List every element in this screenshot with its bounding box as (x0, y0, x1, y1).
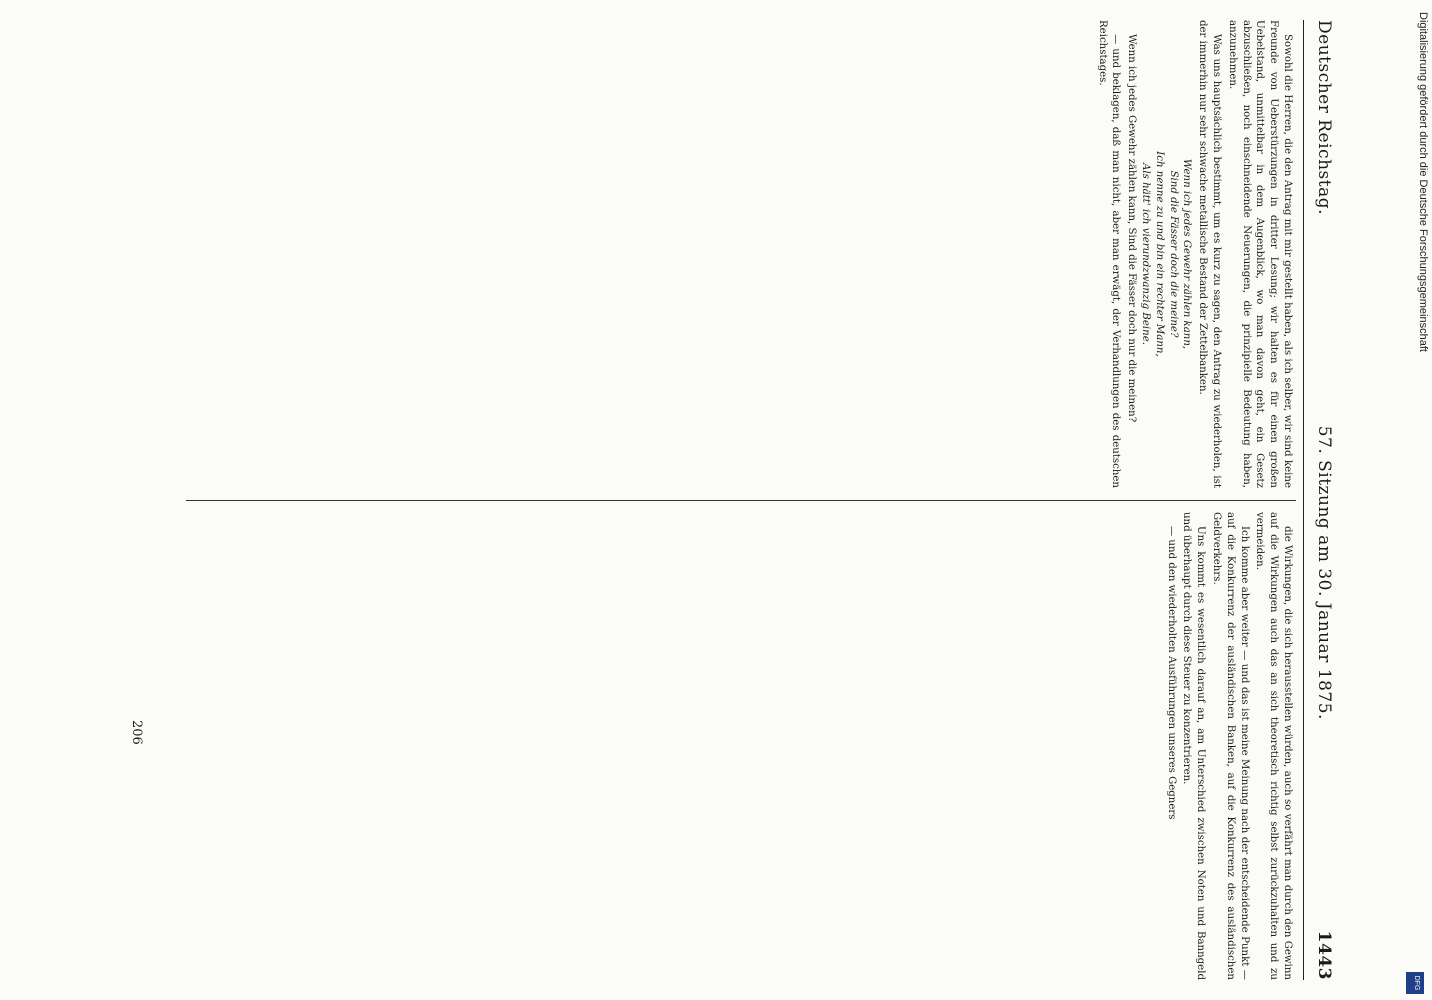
verse-line: Sind die Fässer doch die meine? (1167, 170, 1179, 338)
right-column (154, 512, 1294, 980)
right-paragraph: — und den wiederholten Ausführungen unseres Gegners (1165, 526, 1177, 820)
header-page-number: 1443 (1314, 930, 1334, 980)
left-column (154, 20, 1294, 488)
column-divider (186, 500, 1296, 501)
header-rule (1303, 20, 1304, 980)
right-paragraph: Ich komme aber weiter — und das ist meine Meinung nach der entscheidende Punkt — auf die Konkurrenz der ausländischen Banken, auf die Konkurrenz des ausländischen Geldverkehrs. (1211, 512, 1250, 980)
digitization-credit (1400, 4, 1430, 996)
header-publication: Deutscher Reichstag. (1314, 20, 1334, 215)
right-paragraph: Uns kommt es wesentlich darauf an, am Unterschied zwischen Noten und Banngeld und überhaupt durch diese Steuer zu konzentrieren. (1181, 512, 1207, 980)
left-closing: — und beklagen, daß man nicht, aber man erwägt, der Verhandlungen des deutschen Reichstages. (1096, 20, 1122, 488)
left-paragraph: Sowohl die Herren, die den Antrag mit mir gestellt haben, als ich selber, wir sind keine Freunde von Ueberstürzungen in dritter Lesung; wir halten es für einen großen Uebelstand, unmittelbar in dem Augenblick, wo man davon geht, ein Gesetz abzuschließen, noch einschneidende Neuerungen, die prinzipielle Bedeutung haben, anzunehmen. (1226, 20, 1293, 488)
verse-line: Wenn ich jedes Gewehr zählen kann, (1181, 158, 1193, 350)
left-paragraph: Wenn ich jedes Gewehr zählen kann, Sind die Fässer doch nur die meinen? (1126, 34, 1138, 423)
verse-line: Ich nenne zu und bin ein rechter Mann, (1153, 151, 1165, 357)
rotated-page-content (64, 20, 1344, 980)
dfg-logo-text: DFG (1413, 975, 1420, 991)
verse-line: Als hätt' ich vierundzwanzig Beine. (1140, 163, 1152, 345)
credit-text: Digitalisierung gefördert durch die Deutsche Forschungsgemeinschaft (1417, 12, 1429, 352)
page-footer-number: 206 (129, 720, 144, 745)
running-header (1304, 20, 1344, 980)
header-session: 57. Sitzung am 30. Januar 1875. (1314, 425, 1334, 720)
credit-svg (1400, 4, 1430, 996)
left-paragraph: Was uns hauptsächlich bestimmt, um es kurz zu sagen, den Antrag zu wiederholen, ist der immerhin nur sehr schwache metallische Bestand der Zettelbanken. (1197, 20, 1223, 488)
right-paragraph: die Wirkungen, die sich herausstellen würden, auch so verfährt man durch den Gewinn auf die Wirkungen auch das an sich theoretisch richtig selbst zurückzuhalten und zu vermeiden. (1254, 512, 1293, 980)
